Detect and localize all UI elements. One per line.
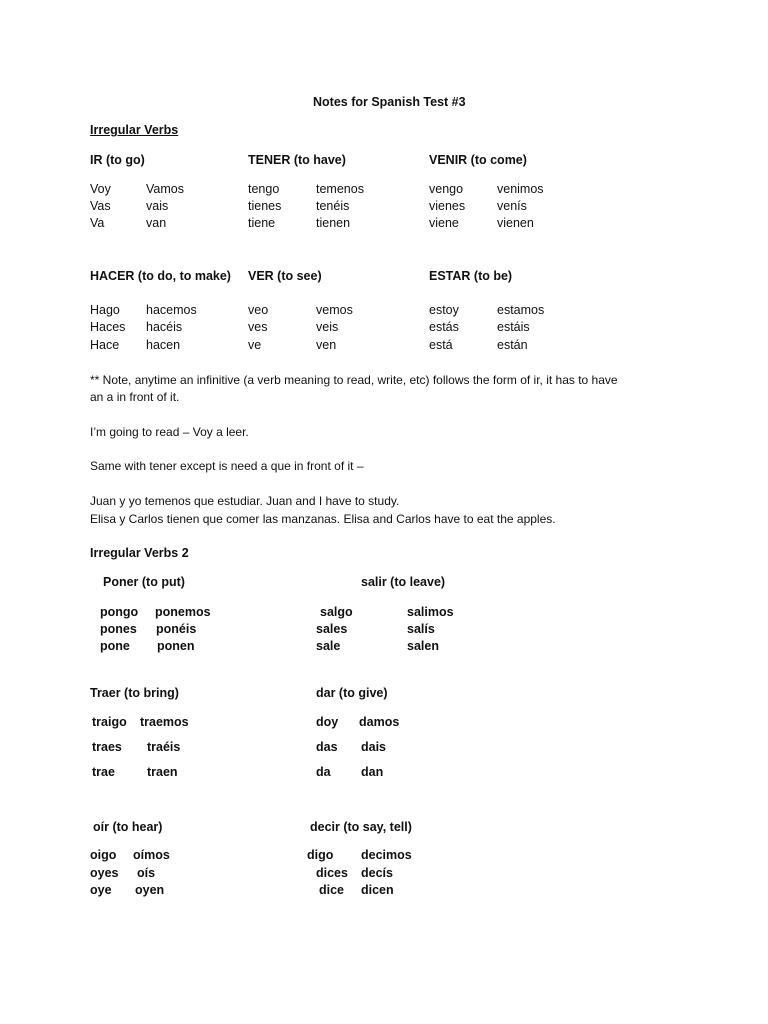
conjugation-form: damos bbox=[359, 715, 400, 729]
verb-heading-poner: Poner (to put) bbox=[103, 575, 185, 589]
conjugation-form: ves bbox=[248, 320, 268, 334]
conjugation-form: venís bbox=[497, 199, 527, 213]
conjugation-form: Vas bbox=[90, 199, 111, 213]
verb-heading-hacer: HACER (to do, to make) bbox=[90, 269, 231, 283]
conjugation-form: salen bbox=[407, 639, 439, 653]
conjugation-form: Haces bbox=[90, 320, 126, 334]
conjugation-form: tienen bbox=[316, 216, 351, 230]
conjugation-form: oyen bbox=[135, 883, 165, 897]
conjugation-form: hacéis bbox=[146, 320, 183, 334]
conjugation-form: estás bbox=[429, 320, 459, 334]
conjugation-form: vais bbox=[146, 199, 169, 213]
note-text: ** Note, anytime an infinitive (a verb meaning to read, write, etc) follows the form of ir, it has to have bbox=[90, 373, 618, 387]
conjugation-form: está bbox=[429, 338, 453, 352]
verb-heading-estar: ESTAR (to be) bbox=[429, 269, 513, 283]
conjugation-form: oigo bbox=[90, 848, 117, 862]
verb-heading-tener: TENER (to have) bbox=[248, 153, 346, 167]
conjugation-form: dices bbox=[316, 866, 348, 880]
conjugation-form: ponen bbox=[157, 639, 195, 653]
conjugation-form: salgo bbox=[320, 605, 353, 619]
verb-heading-ir: IR (to go) bbox=[90, 153, 145, 167]
conjugation-form: salimos bbox=[407, 605, 454, 619]
example-sentence: I’m going to read – Voy a leer. bbox=[90, 425, 249, 439]
conjugation-form: estamos bbox=[497, 303, 545, 317]
conjugation-form: Vamos bbox=[146, 182, 184, 196]
section-heading-irregular-verbs-2: Irregular Verbs 2 bbox=[90, 546, 189, 560]
note-text: Same with tener except is need a que in front of it – bbox=[90, 459, 364, 473]
verb-heading-oir: oír (to hear) bbox=[93, 820, 163, 834]
conjugation-form: van bbox=[146, 216, 167, 230]
conjugation-form: están bbox=[497, 338, 528, 352]
conjugation-form: hacemos bbox=[146, 303, 197, 317]
conjugation-form: da bbox=[316, 765, 331, 779]
conjugation-form: dais bbox=[361, 740, 387, 754]
conjugation-form: ponéis bbox=[156, 622, 197, 636]
verb-heading-ver: VER (to see) bbox=[248, 269, 322, 283]
conjugation-form: decís bbox=[361, 866, 393, 880]
conjugation-form: venimos bbox=[497, 182, 544, 196]
conjugation-form: Va bbox=[90, 216, 105, 230]
verb-heading-traer: Traer (to bring) bbox=[90, 686, 179, 700]
conjugation-form: dicen bbox=[361, 883, 394, 897]
conjugation-form: traéis bbox=[147, 740, 181, 754]
conjugation-form: pongo bbox=[100, 605, 139, 619]
conjugation-form: sale bbox=[316, 639, 341, 653]
conjugation-form: decimos bbox=[361, 848, 412, 862]
section-heading-irregular-verbs: Irregular Verbs bbox=[90, 123, 179, 137]
conjugation-form: Hace bbox=[90, 338, 120, 352]
conjugation-form: doy bbox=[316, 715, 339, 729]
conjugation-form: vengo bbox=[429, 182, 464, 196]
conjugation-form: traemos bbox=[140, 715, 189, 729]
conjugation-form: trae bbox=[92, 765, 115, 779]
conjugation-form: ven bbox=[316, 338, 337, 352]
verb-heading-decir: decir (to say, tell) bbox=[310, 820, 412, 834]
verb-heading-venir: VENIR (to come) bbox=[429, 153, 527, 167]
conjugation-form: pone bbox=[100, 639, 130, 653]
conjugation-form: traes bbox=[92, 740, 122, 754]
conjugation-form: hacen bbox=[146, 338, 181, 352]
verb-heading-dar: dar (to give) bbox=[316, 686, 388, 700]
conjugation-form: estáis bbox=[497, 320, 530, 334]
conjugation-form: traen bbox=[147, 765, 178, 779]
conjugation-form: dan bbox=[361, 765, 384, 779]
conjugation-form: das bbox=[316, 740, 338, 754]
conjugation-form: tengo bbox=[248, 182, 280, 196]
conjugation-form: temenos bbox=[316, 182, 364, 196]
conjugation-form: pones bbox=[100, 622, 137, 636]
conjugation-form: dice bbox=[319, 883, 345, 897]
conjugation-form: tienes bbox=[248, 199, 282, 213]
conjugation-form: ve bbox=[248, 338, 262, 352]
page-title: Notes for Spanish Test #3 bbox=[313, 95, 466, 109]
conjugation-form: oye bbox=[90, 883, 112, 897]
conjugation-form: veo bbox=[248, 303, 269, 317]
conjugation-form: oímos bbox=[133, 848, 170, 862]
example-sentence: Elisa y Carlos tienen que comer las manzanas. Elisa and Carlos have to eat the apples. bbox=[90, 512, 556, 526]
verb-heading-salir: salir (to leave) bbox=[361, 575, 446, 589]
conjugation-form: sales bbox=[316, 622, 348, 636]
conjugation-form: oyes bbox=[90, 866, 119, 880]
conjugation-form: salís bbox=[407, 622, 435, 636]
conjugation-form: oís bbox=[137, 866, 156, 880]
conjugation-form: veis bbox=[316, 320, 339, 334]
conjugation-form: traigo bbox=[92, 715, 127, 729]
conjugation-form: vienen bbox=[497, 216, 534, 230]
note-text: an a in front of it. bbox=[90, 390, 180, 404]
conjugation-form: digo bbox=[307, 848, 334, 862]
conjugation-form: ponemos bbox=[155, 605, 211, 619]
conjugation-form: viene bbox=[429, 216, 459, 230]
conjugation-form: Voy bbox=[90, 182, 111, 196]
conjugation-form: estoy bbox=[429, 303, 459, 317]
conjugation-form: Hago bbox=[90, 303, 120, 317]
conjugation-form: tiene bbox=[248, 216, 276, 230]
conjugation-form: vemos bbox=[316, 303, 353, 317]
conjugation-form: vienes bbox=[429, 199, 466, 213]
example-sentence: Juan y yo temenos que estudiar. Juan and I have to study. bbox=[90, 494, 400, 508]
conjugation-form: tenéis bbox=[316, 199, 350, 213]
